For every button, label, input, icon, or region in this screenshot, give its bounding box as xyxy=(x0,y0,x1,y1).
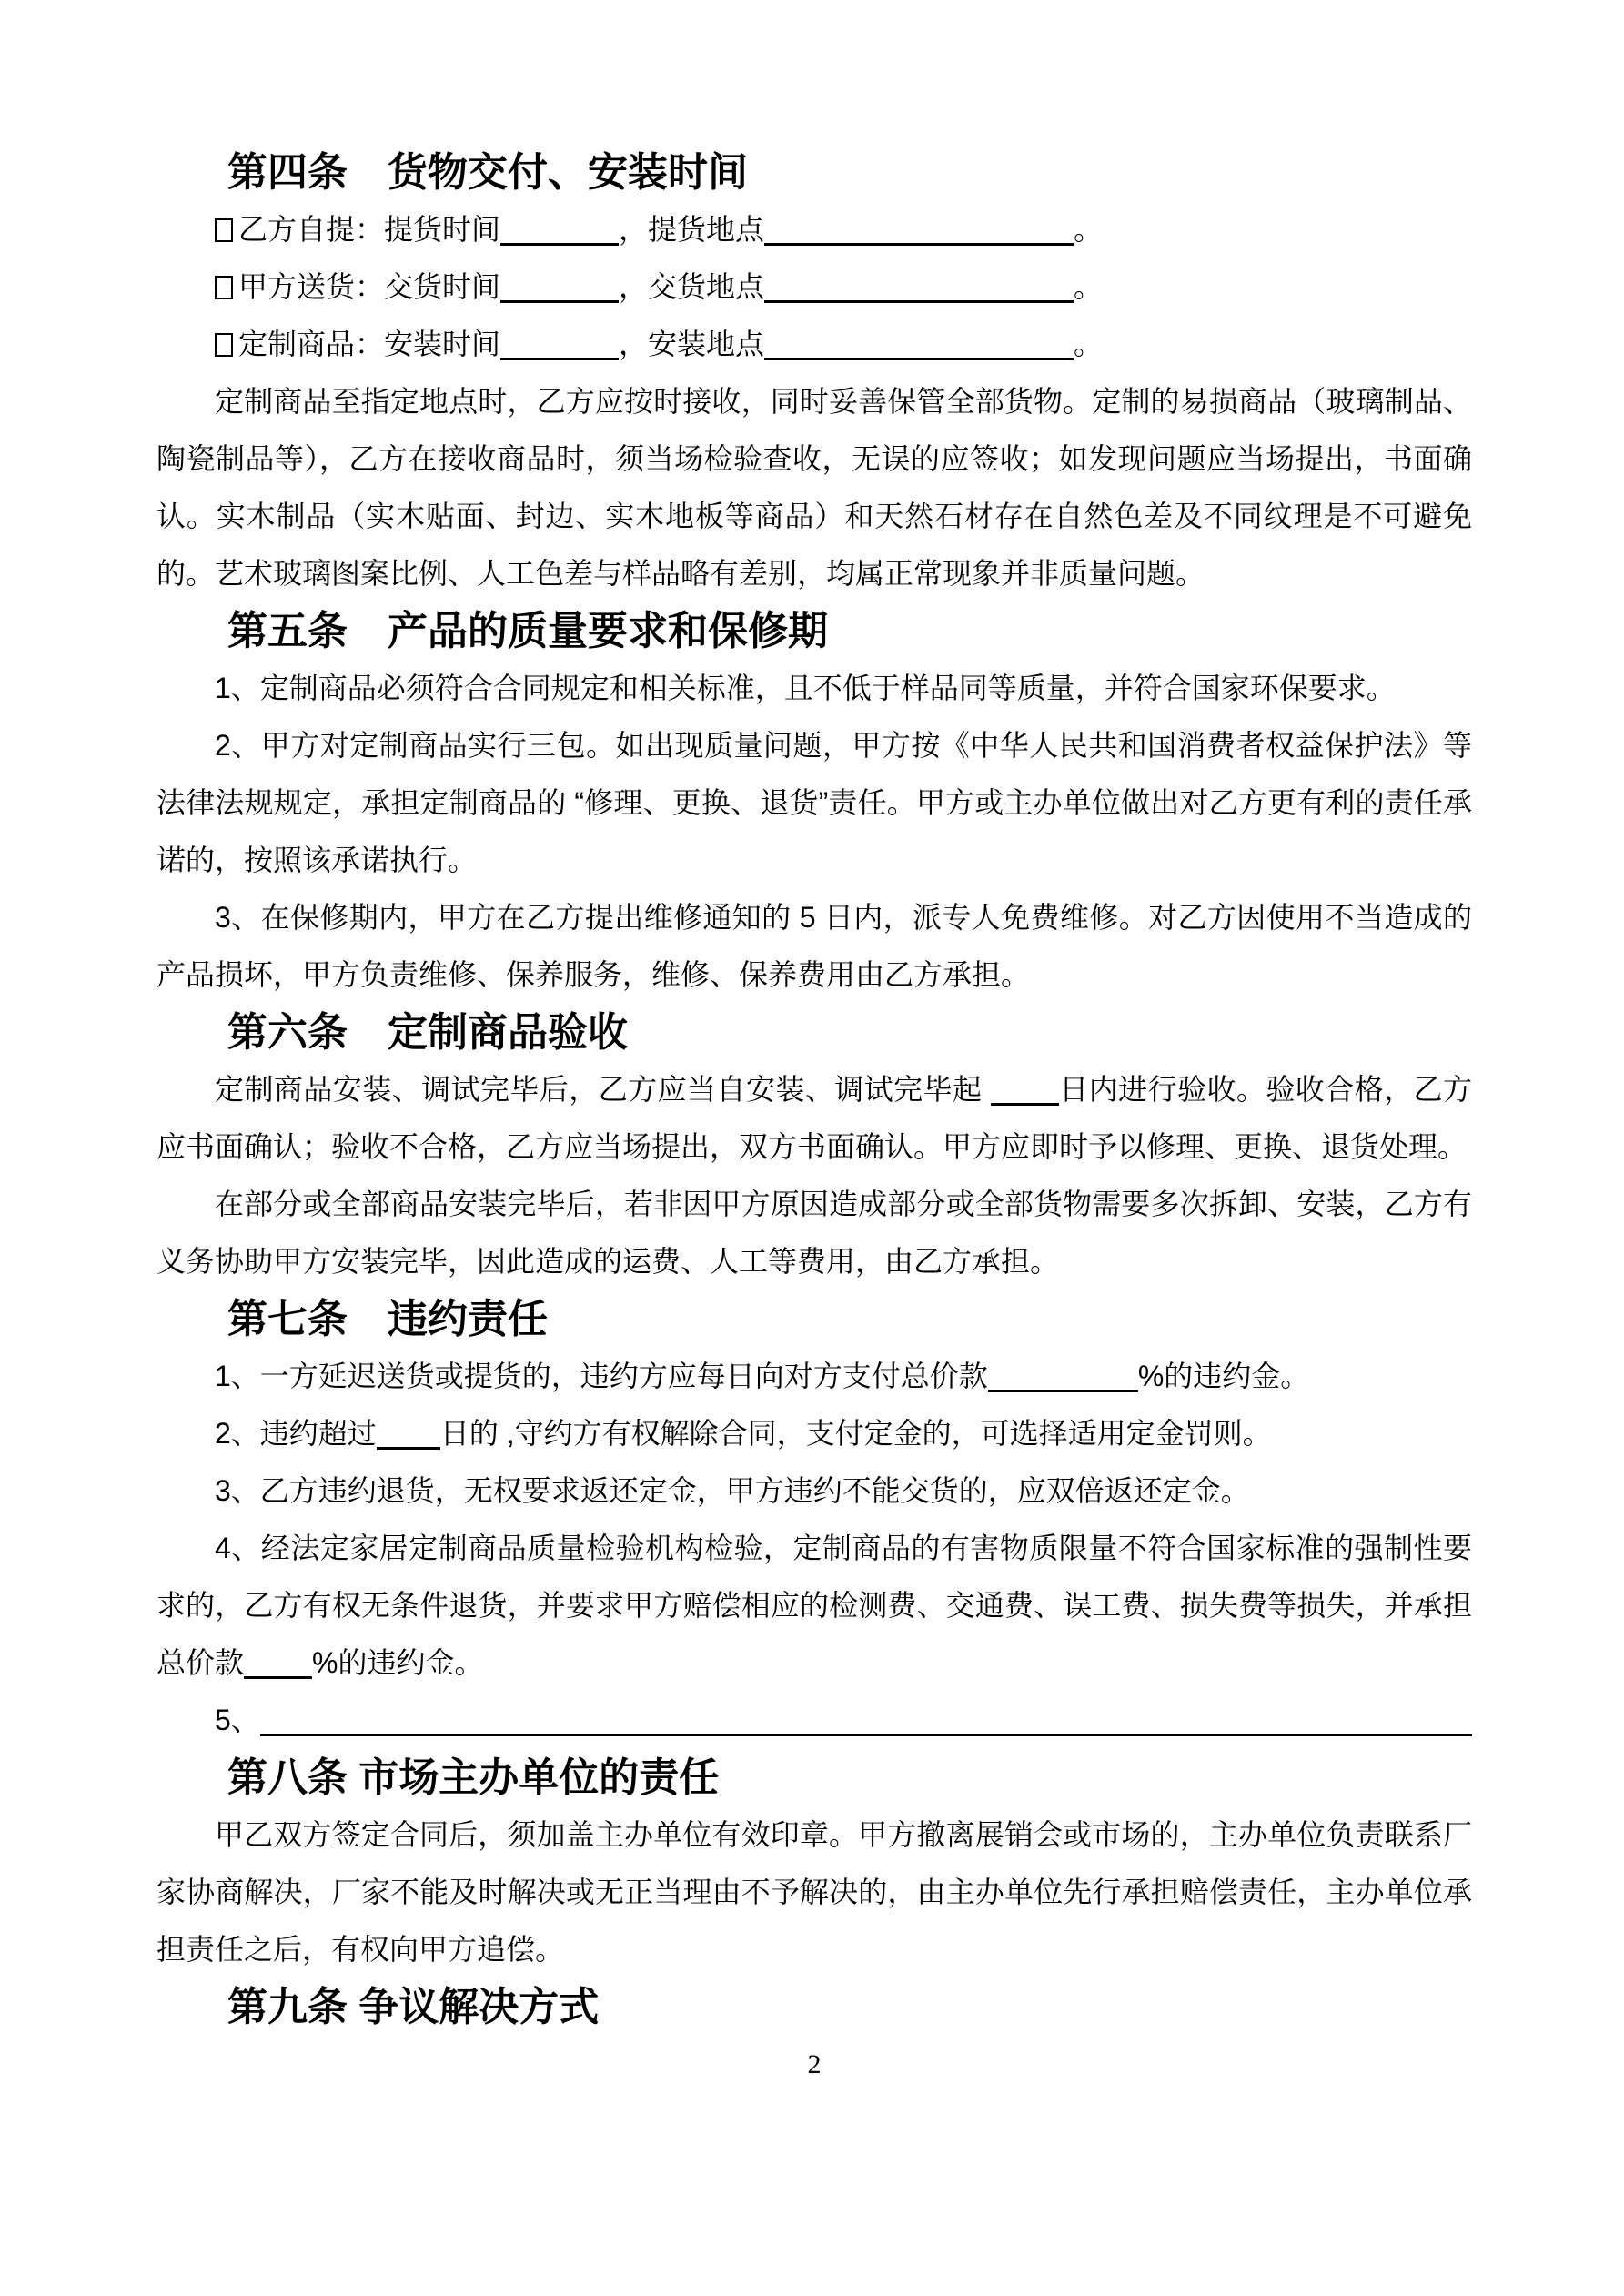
option-seller-delivery xyxy=(156,258,1472,316)
text-run: 定制商品：安装时间 xyxy=(238,328,501,360)
text-run: 日的 ,守约方有权解除合同，支付定金的，可选择适用定金罚则。 xyxy=(439,1417,1272,1450)
text-run: 3、在保修期内，甲方在乙方提出维修通知的 5 日内，派专人免费维修。对乙方因使用不当造成的产品损坏，甲方负责维修、保养服务，维修、保养费用由乙方承担。 xyxy=(156,901,1472,991)
text-run: 2、违约超过 xyxy=(215,1417,377,1450)
checkbox-icon xyxy=(215,218,233,242)
text-run: 在部分或全部商品安装完毕后，若非因甲方原因造成部分或全部货物需要多次拆卸、安装，乙方有义务协助甲方安装完毕，因此造成的运费、人工等费用，由乙方承担。 xyxy=(156,1188,1472,1278)
text-run: 4、经法定家居定制商品质量检验机构检验，定制商品的有害物质限量不符合国家标准的强制性要求的，乙方有权无条件退货，并要求甲方赔偿相应的检测费、交通费、误工费、损失费等损失，并承担总价款 xyxy=(156,1532,1472,1679)
contract-paragraph xyxy=(156,373,1472,602)
numbered-blank-line xyxy=(156,1692,1472,1749)
blank-field xyxy=(500,236,619,246)
text-run: 日内进行验收。验收合格，乙方应书面确认；验收不合格，乙方应当场提出，双方书面确认。甲方应即时予以修理、更换、退货处理。 xyxy=(156,1073,1472,1163)
text-run: 甲方送货：交货时间 xyxy=(238,270,501,303)
text-run: 。 xyxy=(1074,328,1104,360)
checkbox-icon xyxy=(215,333,233,357)
blank-field xyxy=(988,1382,1138,1392)
document-body xyxy=(156,144,1472,2036)
contract-paragraph xyxy=(156,1520,1472,1692)
text-run: 3、乙方违约退货，无权要求返还定金，甲方违约不能交货的，应双倍返还定金。 xyxy=(215,1474,1250,1507)
text-run: %的违约金。 xyxy=(1137,1360,1310,1392)
contract-paragraph xyxy=(156,1061,1472,1176)
blank-field xyxy=(764,236,1074,246)
contract-paragraph xyxy=(156,889,1472,1004)
blank-field xyxy=(377,1440,440,1450)
blank-field xyxy=(500,293,619,303)
blank-field-long xyxy=(260,1692,1472,1736)
article-8-heading: 第八条 市场主办单位的责任 xyxy=(227,1755,720,1800)
article-9-heading: 第九条 争议解决方式 xyxy=(227,1985,600,2029)
text-run: 1、一方延迟送货或提货的，违约方应每日向对方支付总价款 xyxy=(215,1360,988,1392)
text-run: 5、 xyxy=(215,1704,260,1736)
text-run: 定制商品至指定地点时，乙方应按时接收，同时妥善保管全部货物。定制的易损商品（玻璃制品、陶瓷制品等），乙方在接收商品时，须当场检验查收，无误的应签收；如发现问题应当场提出，书面确认。实木制品（实木贴面、封边、实木地板等商品）和天然石材存在自然色差及不同纹理是不可避免的。艺术玻璃图案比例、人工色差与样品略有差别，均属正常现象并非质量问题。 xyxy=(156,385,1472,590)
contract-paragraph xyxy=(156,1405,1472,1462)
text-run: 乙方自提：提货时间 xyxy=(238,213,501,246)
text-run: ，安装地点 xyxy=(619,328,765,360)
text-run: ，交货地点 xyxy=(619,270,765,303)
article-7-heading: 第七条 违约责任 xyxy=(227,1297,548,1341)
blank-field xyxy=(764,350,1074,360)
page-number: 2 xyxy=(807,2049,822,2079)
contract-paragraph xyxy=(156,1462,1472,1520)
contract-paragraph xyxy=(156,1176,1472,1290)
text-run: 甲乙双方签定合同后，须加盖主办单位有效印章。甲方撤离展销会或市场的，主办单位负责联系厂家协商解决，厂家不能及时解决或无正当理由不予解决的，由主办单位先行承担赔偿责任，主办单位承担责任之后，有权向甲方追偿。 xyxy=(156,1818,1472,1966)
contract-paragraph xyxy=(156,717,1472,889)
article-5-heading: 第五条 产品的质量要求和保修期 xyxy=(227,609,828,653)
blank-field xyxy=(244,1669,312,1679)
contract-paragraph xyxy=(156,1348,1472,1405)
text-run: 1、定制商品必须符合合同规定和相关标准，且不低于样品同等质量，并符合国家环保要求。 xyxy=(215,672,1396,704)
option-custom-goods xyxy=(156,316,1472,373)
article-6-heading: 第六条 定制商品验收 xyxy=(227,1010,628,1055)
blank-field xyxy=(764,293,1074,303)
text-run: 。 xyxy=(1074,270,1104,303)
text-run: 。 xyxy=(1074,213,1104,246)
text-run: ，提货地点 xyxy=(619,213,765,246)
checkbox-icon xyxy=(215,276,233,299)
blank-field xyxy=(991,1096,1059,1106)
option-buyer-self-pickup xyxy=(156,201,1472,258)
blank-field xyxy=(500,350,619,360)
contract-paragraph xyxy=(156,660,1472,717)
article-4-heading: 第四条 货物交付、安装时间 xyxy=(227,150,748,195)
text-run: %的违约金。 xyxy=(312,1646,484,1679)
text-run: 定制商品安装、调试完毕后，乙方应当自安装、调试完毕起 xyxy=(215,1073,991,1106)
text-run: 2、甲方对定制商品实行三包。如出现质量问题，甲方按《中华人民共和国消费者权益保护法》等法律法规规定，承担定制商品的 “修理、更换、退货”责任。甲方或主办单位做出对乙方更有利的责任承诺的，按照该承诺执行。 xyxy=(156,729,1472,876)
contract-paragraph xyxy=(156,1806,1472,1978)
